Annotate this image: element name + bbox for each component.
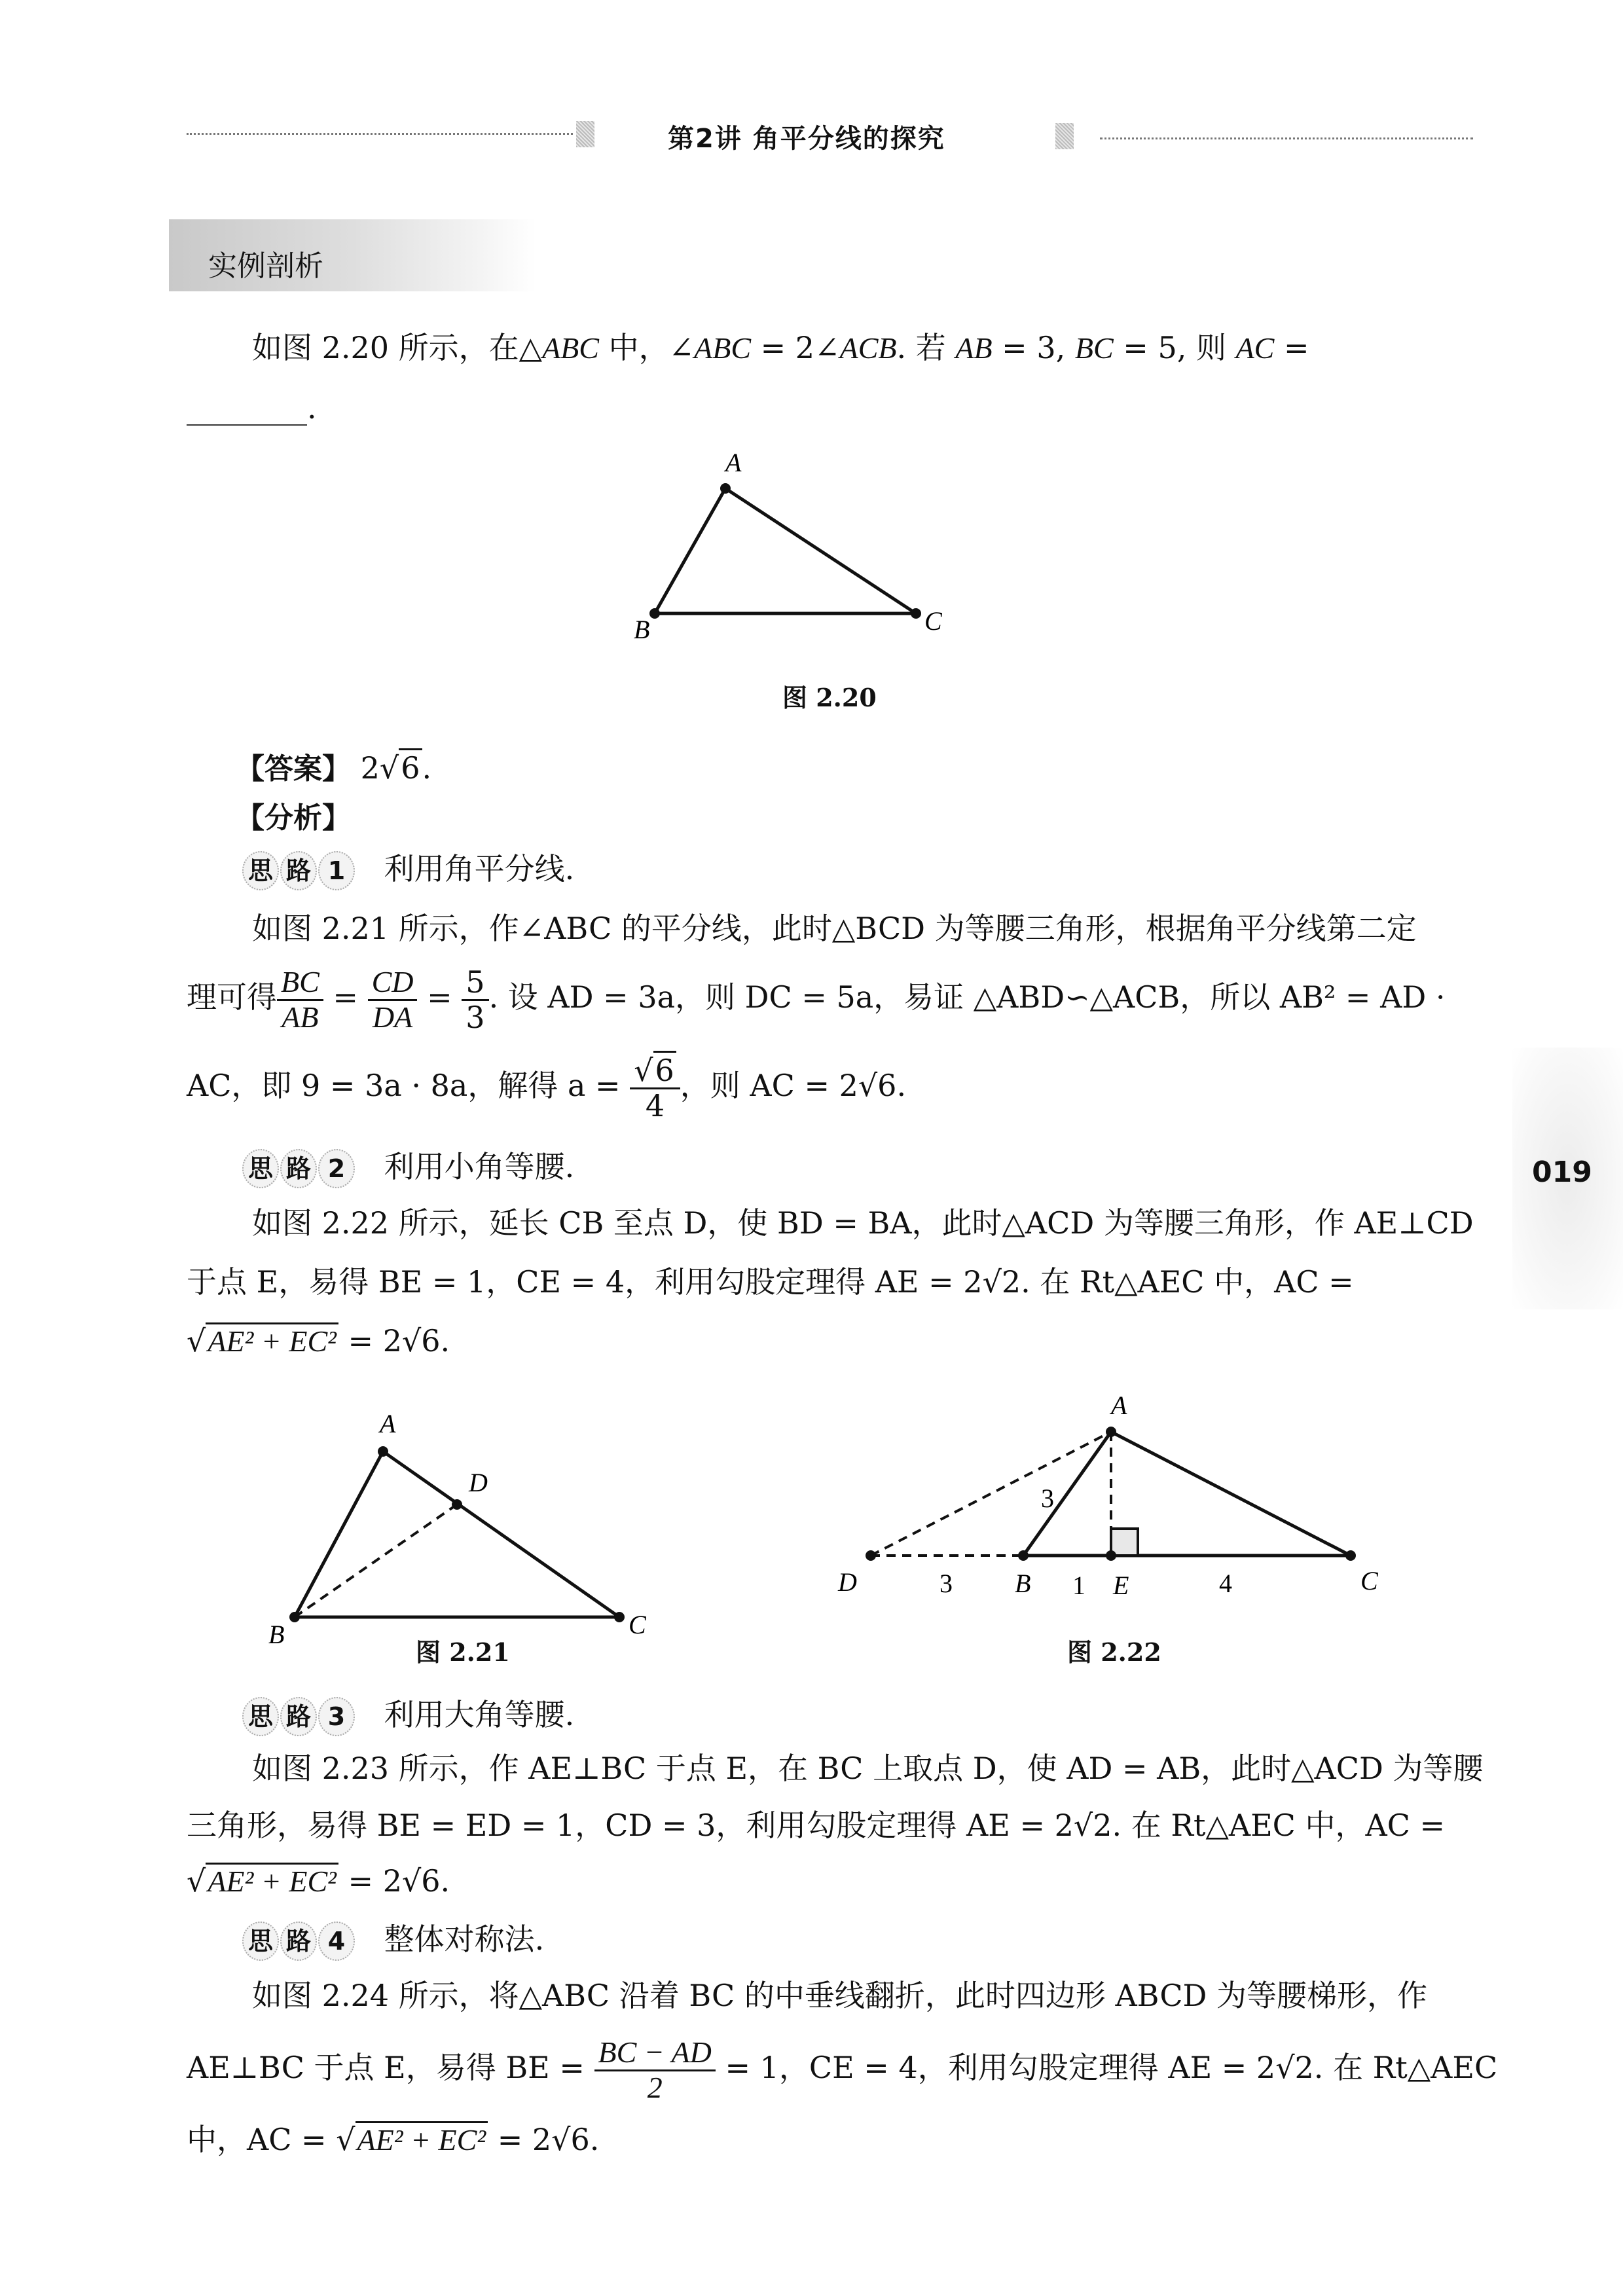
approach-badge: 思 路 3 — [242, 1697, 355, 1736]
approach-3-line-1: 如图 2.23 所示，作 AE⊥BC 于点 E，在 BC 上取点 D，使 AD = AB，此时△ACD 为等腰 — [252, 1751, 1484, 1786]
header-rule-left — [187, 133, 573, 135]
triangle-abc — [295, 1451, 619, 1617]
approach-1-line-2: 理可得 $\frac{BC}{AB}$ = $\frac{CD}{DA}$ = $\frac{5}{3}$ . 设 AD = 3a，则 DC = 5a，易证 △ABD∽△ACB，所以 AB² = AD · — [187, 964, 1446, 1035]
approach-3-heading: 思 路 3 利用大角等腰. — [242, 1697, 574, 1736]
point-e — [1106, 1550, 1116, 1561]
triangle-abc — [655, 488, 916, 613]
label-b: B — [1015, 1569, 1031, 1598]
label-a: A — [725, 448, 742, 477]
point-b — [649, 608, 660, 619]
approach-1-heading: 思 路 1 利用角平分线. — [242, 851, 574, 890]
section-title: 实例剖析 — [208, 249, 323, 283]
header-ornament-left — [576, 121, 594, 147]
point-a — [1106, 1427, 1116, 1437]
analysis-heading: 【分析】 — [236, 801, 351, 835]
approach-1-line-3: AC，即 9 = 3a · 8a，解得 a = $\frac{√6}{4}$ ，则 AC = 2√6. — [187, 1054, 906, 1122]
figure-2-20-caption: 图 2.20 — [782, 683, 877, 712]
point-d — [866, 1550, 876, 1561]
problem-line-1: 如图 2.20 所示，在△ABC 中，∠ABC = 2∠ACB. 若 AB = 3, BC = 5, 则 AC = — [252, 330, 1309, 365]
approach-4-heading: 思 路 4 整体对称法. — [242, 1922, 544, 1961]
approach-4-line-1: 如图 2.24 所示，将△ABC 沿着 BC 的中垂线翻折，此时四边形 ABCD 为等腰梯形，作 — [252, 1978, 1428, 2013]
approach-badge: 思 路 4 — [242, 1922, 355, 1961]
point-b — [1018, 1550, 1029, 1561]
fraction: $\frac{BC - AD}{2}$ — [594, 2036, 716, 2104]
figure-2-22 — [818, 1381, 1408, 1604]
figure-2-21-caption: 图 2.21 — [416, 1637, 510, 1667]
approach-2-heading: 思 路 2 利用小角等腰. — [242, 1149, 574, 1188]
label-d: D — [838, 1567, 857, 1597]
approach-3-line-3: √AE² + EC² = 2√6. — [187, 1863, 450, 1899]
fraction: $\frac{5}{3}$ — [462, 966, 488, 1034]
page-number: 019 — [1532, 1156, 1592, 1189]
fraction: $\frac{BC}{AB}$ — [277, 966, 323, 1034]
approach-4-line-2: AE⊥BC 于点 E，易得 BE = $\frac{BC - AD}{2}$ = 1，CE = 4，利用勾股定理得 AE = 2√2. 在 Rt△AEC — [187, 2035, 1498, 2104]
point-c — [911, 608, 921, 619]
approach-2-line-2: 于点 E，易得 BE = 1，CE = 4，利用勾股定理得 AE = 2√2. 在 Rt△AEC 中，AC = — [187, 1264, 1354, 1300]
point-b — [289, 1612, 300, 1622]
approach-3-line-2: 三角形，易得 BE = ED = 1，CD = 3，利用勾股定理得 AE = 2√2. 在 Rt△AEC 中，AC = — [187, 1808, 1446, 1843]
figure-2-20 — [622, 439, 1048, 648]
label-c: C — [924, 606, 942, 636]
fraction: $\frac{√6}{4}$ — [630, 1054, 680, 1122]
bisector-bd — [295, 1504, 457, 1617]
point-d — [452, 1499, 462, 1510]
length-ab: 3 — [1041, 1484, 1054, 1513]
point-a — [378, 1446, 388, 1457]
answer-blank: ________. — [187, 390, 317, 426]
segment-da — [871, 1432, 1111, 1556]
header-rule-right — [1100, 137, 1473, 139]
length-db: 3 — [939, 1569, 953, 1598]
label-d: D — [469, 1468, 488, 1497]
label-b: B — [634, 615, 650, 644]
right-angle-mark — [1111, 1529, 1138, 1556]
figure-2-21 — [249, 1388, 707, 1649]
label-e: E — [1113, 1571, 1129, 1600]
label-a: A — [1111, 1391, 1127, 1420]
approach-2-line-1: 如图 2.22 所示，延长 CB 至点 D，使 BD = BA，此时△ACD 为等腰三角形，作 AE⊥CD — [252, 1205, 1474, 1241]
label-c: C — [1360, 1566, 1378, 1595]
length-ec: 4 — [1219, 1569, 1232, 1598]
label-a: A — [380, 1409, 396, 1438]
point-a — [720, 483, 731, 494]
answer-line: 【答案】 2√6. — [236, 753, 431, 784]
answer-tag: 【答案】 — [236, 752, 351, 786]
label-b: B — [268, 1620, 285, 1649]
chapter-title: 第2讲 角平分线的探究 — [668, 124, 945, 154]
point-c — [614, 1612, 625, 1622]
fraction: $\frac{CD}{DA}$ — [368, 966, 418, 1034]
approach-2-line-3: √AE² + EC² = 2√6. — [187, 1323, 450, 1358]
point-c — [1345, 1550, 1356, 1561]
header-ornament-right — [1055, 123, 1074, 149]
length-be: 1 — [1072, 1571, 1085, 1600]
figure-2-22-caption: 图 2.22 — [1067, 1637, 1161, 1667]
approach-4-line-3: 中，AC = √AE² + EC² = 2√6. — [187, 2122, 600, 2157]
approach-badge: 思 路 2 — [242, 1149, 355, 1188]
approach-1-line-1: 如图 2.21 所示，作∠ABC 的平分线，此时△BCD 为等腰三角形，根据角平分线第二定 — [252, 911, 1417, 946]
approach-badge: 思 路 1 — [242, 851, 355, 890]
label-c: C — [629, 1610, 646, 1639]
